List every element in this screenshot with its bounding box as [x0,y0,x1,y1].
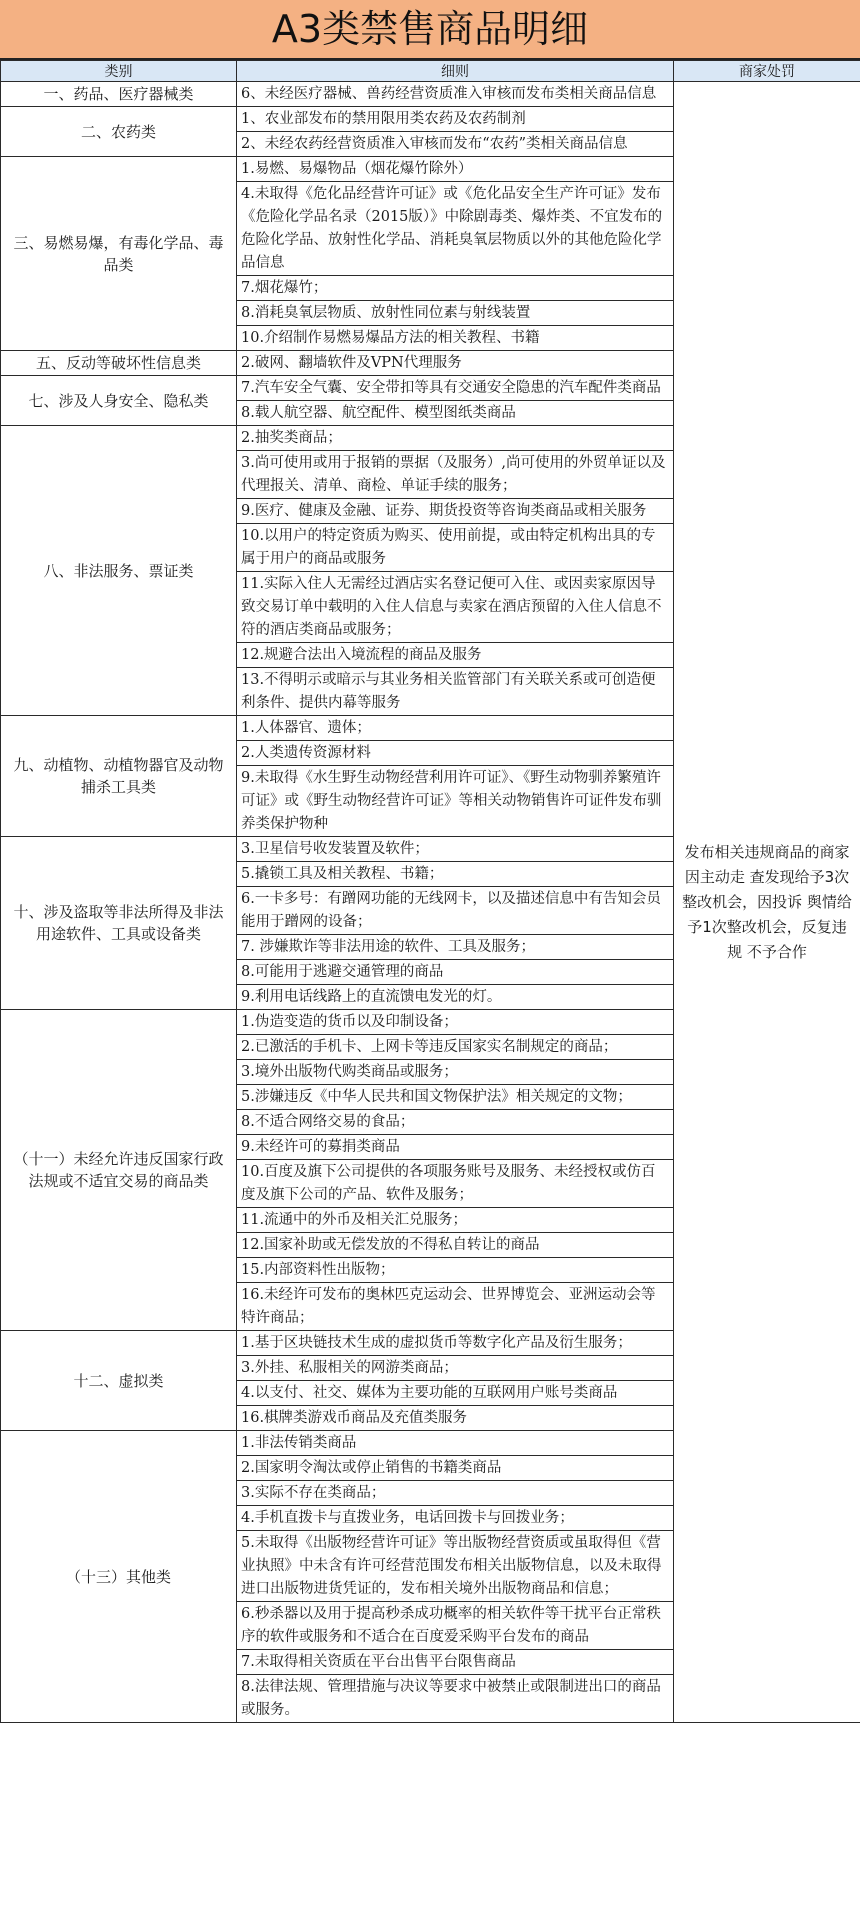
table-body [1,82,860,1723]
prohibited-goods-table [0,60,860,1723]
detail-cell: 7. 涉嫌欺诈等非法用途的软件、工具及服务； [237,935,674,960]
detail-cell: 8.载人航空器、航空配件、模型图纸类商品 [237,401,674,426]
header-penalty: 商家处罚 [674,61,860,82]
detail-cell: 1.基于区块链技术生成的虚拟货币等数字化产品及衍生服务； [237,1331,674,1356]
category-cell: 十二、虚拟类 [1,1331,237,1431]
category-cell: 一、药品、医疗器械类 [1,82,237,107]
detail-cell: 15.内部资料性出版物； [237,1258,674,1283]
detail-cell: 7.未取得相关资质在平台出售平台限售商品 [237,1650,674,1675]
detail-cell: 3.卫星信号收发装置及软件； [237,837,674,862]
detail-cell: 7.汽车安全气囊、安全带扣等具有交通安全隐患的汽车配件类商品 [237,376,674,401]
detail-cell: 13.不得明示或暗示与其业务相关监管部门有关联关系或可创造便利条件、提供内幕等服务 [237,668,674,716]
detail-cell: 8.不适合网络交易的食品； [237,1110,674,1135]
detail-cell: 16.棋牌类游戏币商品及充值类服务 [237,1406,674,1431]
header-category: 类别 [1,61,237,82]
category-cell: （十三）其他类 [1,1431,237,1723]
table-row [1,82,860,107]
detail-cell: 9.未取得《水生野生动物经营利用许可证》、《野生动物驯养繁殖许可证》或《野生动物经营许可证》等相关动物销售许可证件发布驯养类保护物种 [237,766,674,837]
detail-cell: 2.人类遗传资源材料 [237,741,674,766]
detail-cell: 10.以用户的特定资质为购买、使用前提，或由特定机构出具的专属于用户的商品或服务 [237,524,674,572]
detail-cell: 6、未经医疗器械、兽药经营资质准入审核而发布类相关商品信息 [237,82,674,107]
page-title: A3类禁售商品明细 [0,0,860,60]
detail-cell: 3.实际不存在类商品； [237,1481,674,1506]
penalty-cell: 发布相关违规商品的商家因主动走 查发现给予3次整改机会，因投诉 舆情给予1次整改机会，反复违规 不予合作 [674,82,860,1723]
detail-cell: 5.涉嫌违反《中华人民共和国文物保护法》相关规定的文物； [237,1085,674,1110]
category-cell: 八、非法服务、票证类 [1,426,237,716]
detail-cell: 5.未取得《出版物经营许可证》等出版物经营资质或虽取得但《营业执照》中未含有许可经营范围发布相关出版物信息，以及未取得进口出版物进货凭证的，发布相关境外出版物商品和信息； [237,1531,674,1602]
detail-cell: 9.医疗、健康及金融、证券、期货投资等咨询类商品或相关服务 [237,499,674,524]
detail-cell: 7.烟花爆竹； [237,276,674,301]
detail-cell: 9.利用电话线路上的直流馈电发光的灯。 [237,985,674,1010]
category-cell: 五、反动等破坏性信息类 [1,351,237,376]
detail-cell: 10.百度及旗下公司提供的各项服务账号及服务、未经授权或仿百度及旗下公司的产品、软件及服务； [237,1160,674,1208]
detail-cell: 2、未经农药经营资质准入审核而发布“农药”类相关商品信息 [237,132,674,157]
detail-cell: 1、农业部发布的禁用限用类农药及农药制剂 [237,107,674,132]
detail-cell: 3.境外出版物代购类商品或服务； [237,1060,674,1085]
detail-cell: 6.秒杀器以及用于提高秒杀成功概率的相关软件等干扰平台正常秩序的软件或服务和不适合在百度爱采购平台发布的商品 [237,1602,674,1650]
detail-cell: 1.易燃、易爆物品（烟花爆竹除外） [237,157,674,182]
detail-cell: 6.一卡多号：有蹭网功能的无线网卡，以及描述信息中有告知会员能用于蹭网的设备； [237,887,674,935]
detail-cell: 3.外挂、私服相关的网游类商品； [237,1356,674,1381]
detail-cell: 1.伪造变造的货币以及印制设备； [237,1010,674,1035]
category-cell: 二、农药类 [1,107,237,157]
detail-cell: 8.消耗臭氧层物质、放射性同位素与射线装置 [237,301,674,326]
category-cell: 三、易燃易爆，有毒化学品、毒品类 [1,157,237,351]
category-cell: 九、动植物、动植物器官及动物捕杀工具类 [1,716,237,837]
header-details: 细则 [237,61,674,82]
detail-cell: 10.介绍制作易燃易爆品方法的相关教程、书籍 [237,326,674,351]
detail-cell: 3.尚可使用或用于报销的票据（及服务）,尚可使用的外贸单证以及代理报关、清单、商检、单证手续的服务； [237,451,674,499]
table-header-row [1,61,860,82]
detail-cell: 12.规避合法出入境流程的商品及服务 [237,643,674,668]
detail-cell: 4.以支付、社交、媒体为主要功能的互联网用户账号类商品 [237,1381,674,1406]
detail-cell: 16.未经许可发布的奥林匹克运动会、世界博览会、亚洲运动会等特许商品； [237,1283,674,1331]
detail-cell: 11.流通中的外币及相关汇兑服务； [237,1208,674,1233]
detail-cell: 9.未经许可的募捐类商品 [237,1135,674,1160]
detail-cell: 1.非法传销类商品 [237,1431,674,1456]
detail-cell: 11.实际入住人无需经过酒店实名登记便可入住、或因卖家原因导致交易订单中载明的入住人信息与卖家在酒店预留的入住人信息不符的酒店类商品或服务； [237,572,674,643]
detail-cell: 5.撬锁工具及相关教程、书籍； [237,862,674,887]
detail-cell: 12.国家补助或无偿发放的不得私自转让的商品 [237,1233,674,1258]
category-cell: 十、涉及盗取等非法所得及非法用途软件、工具或设备类 [1,837,237,1010]
detail-cell: 4.未取得《危化品经营许可证》或《危化品安全生产许可证》发布《危险化学品名录（2015版）》中除剧毒类、爆炸类、不宜发布的危险化学品、放射性化学品、消耗臭氧层物质以外的其他危险化学品信息 [237,182,674,276]
category-cell: 七、涉及人身安全、隐私类 [1,376,237,426]
category-cell: （十一）未经允许违反国家行政法规或不适宜交易的商品类 [1,1010,237,1331]
detail-cell: 2.抽奖类商品； [237,426,674,451]
detail-cell: 8.法律法规、管理措施与决议等要求中被禁止或限制进出口的商品或服务。 [237,1675,674,1723]
detail-cell: 2.已激活的手机卡、上网卡等违反国家实名制规定的商品； [237,1035,674,1060]
detail-cell: 1.人体器官、遗体； [237,716,674,741]
detail-cell: 8.可能用于逃避交通管理的商品 [237,960,674,985]
detail-cell: 2.国家明令淘汰或停止销售的书籍类商品 [237,1456,674,1481]
detail-cell: 2.破网、翻墙软件及VPN代理服务 [237,351,674,376]
detail-cell: 4.手机直拨卡与直拨业务，电话回拨卡与回拨业务； [237,1506,674,1531]
